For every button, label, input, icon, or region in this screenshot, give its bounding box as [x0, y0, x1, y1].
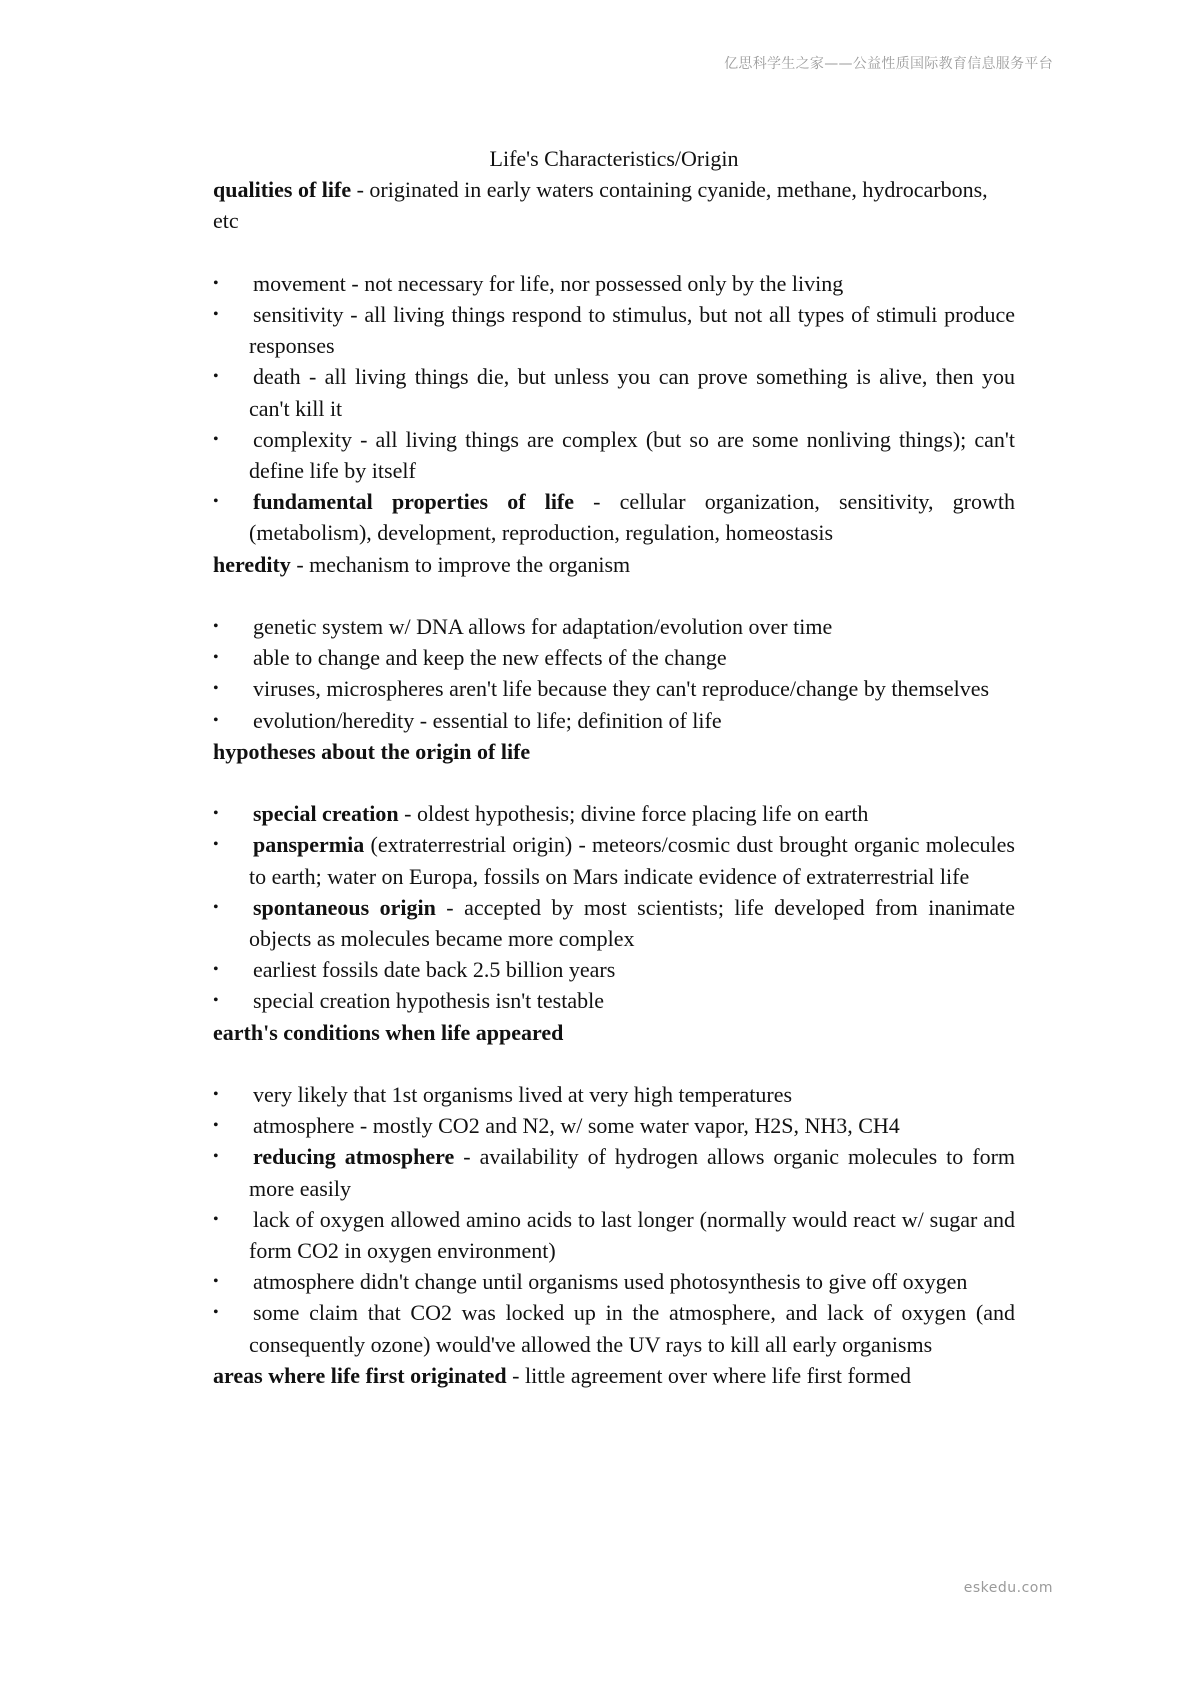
section-term: hypotheses about the origin of life: [213, 738, 531, 764]
item-text: - accepted by most scientists; life developed from inanimate objects as molecules became more complex: [249, 894, 1015, 952]
item-text: atmosphere didn't change until organisms used photosynthesis to give off oxygen: [253, 1269, 968, 1295]
item-term: reducing atmosphere: [253, 1144, 455, 1170]
list-item: [213, 268, 1015, 299]
bullet-list: [213, 268, 1015, 549]
section-text: - originated in early waters containing cyanide, methane, hydrocarbons, etc: [213, 177, 988, 234]
item-text: genetic system w/ DNA allows for adaptation/evolution over time: [253, 614, 833, 640]
list-item: [213, 1079, 1015, 1110]
item-text: viruses, microspheres aren't life because they can't reproduce/change by themselves: [253, 676, 990, 702]
item-text: very likely that 1st organisms lived at very high temperatures: [253, 1082, 793, 1108]
page-header: 亿思科学生之家——公益性质国际教育信息服务平台: [724, 56, 1053, 72]
list-item: [213, 424, 1015, 486]
list-item: [213, 611, 1015, 642]
list-item: [213, 985, 1015, 1016]
section-text: - little agreement over where life first formed: [506, 1362, 912, 1388]
list-item: [213, 1204, 1015, 1266]
item-term: spontaneous origin: [253, 894, 436, 920]
item-text: atmosphere - mostly CO2 and N2, w/ some water vapor, H2S, NH3, CH4: [253, 1113, 900, 1139]
list-item: [213, 1141, 1015, 1203]
section-term: earth's conditions when life appeared: [213, 1019, 564, 1045]
list-item: [213, 1266, 1015, 1297]
list-item: [213, 486, 1015, 548]
document-title: Life's Characteristics/Origin: [489, 146, 739, 171]
list-item: [213, 1110, 1015, 1141]
item-text: - availability of hydrogen allows organic molecules to form more easily: [249, 1144, 1016, 1201]
section-heading: [213, 1017, 1015, 1048]
section-text: - mechanism to improve the organism: [290, 551, 631, 577]
bullet-list: [213, 611, 1015, 736]
list-item: [213, 829, 1015, 891]
item-term: special creation: [253, 801, 399, 827]
item-text: earliest fossils date back 2.5 billion years: [253, 957, 616, 983]
item-text: lack of oxygen allowed amino acids to last longer (normally would react w/ sugar and form CO2 in oxygen environment): [249, 1206, 1015, 1264]
document-body: [213, 143, 1015, 1391]
item-term: panspermia: [253, 832, 365, 858]
section-heading: [213, 174, 1015, 236]
bullet-list: [213, 1079, 1015, 1360]
item-text: movement - not necessary for life, nor possessed only by the living: [253, 270, 844, 296]
item-text: - oldest hypothesis; divine force placing life on earth: [398, 801, 869, 827]
list-item: [213, 1297, 1015, 1359]
list-item: [213, 798, 1015, 829]
item-text: - cellular organization, sensitivity, growth (metabolism), development, reproduction, regulation, homeostasis: [249, 489, 1015, 546]
page-footer: eskedu.com: [963, 1580, 1053, 1596]
list-item: [213, 642, 1015, 673]
section-term: heredity: [213, 551, 291, 577]
item-text: special creation hypothesis isn't testable: [253, 988, 604, 1014]
bullet-list: [213, 798, 1015, 1016]
item-term: fundamental properties of life: [253, 489, 575, 515]
section-heading: [213, 1360, 1015, 1391]
list-item: [213, 299, 1015, 361]
list-item: [213, 892, 1015, 954]
item-text: death - all living things die, but unless you can prove something is alive, then you can't kill it: [249, 364, 1015, 421]
item-text: complexity - all living things are complex (but so are some nonliving things); can't define life by itself: [249, 426, 1015, 484]
section-term: areas where life first originated: [213, 1362, 507, 1388]
item-text: some claim that CO2 was locked up in the atmosphere, and lack of oxygen (and consequently ozone) would've allowed the UV rays to kill all early organisms: [249, 1300, 1015, 1357]
section-heading: [213, 549, 1015, 580]
section-term: qualities of life: [213, 177, 352, 203]
item-text: sensitivity - all living things respond to stimulus, but not all types of stimuli produce responses: [249, 302, 1015, 359]
list-item: [213, 705, 1015, 736]
list-item: [213, 954, 1015, 985]
section-heading: [213, 736, 1015, 767]
item-text: able to change and keep the new effects of the change: [253, 645, 727, 671]
list-item: [213, 361, 1015, 423]
item-text: evolution/heredity - essential to life; definition of life: [253, 707, 722, 733]
list-item: [213, 673, 1015, 704]
item-text: (extraterrestrial origin) - meteors/cosmic dust brought organic molecules to earth; water on Europa, fossils on Mars indicate evidence of extraterrestrial life: [249, 832, 1015, 889]
